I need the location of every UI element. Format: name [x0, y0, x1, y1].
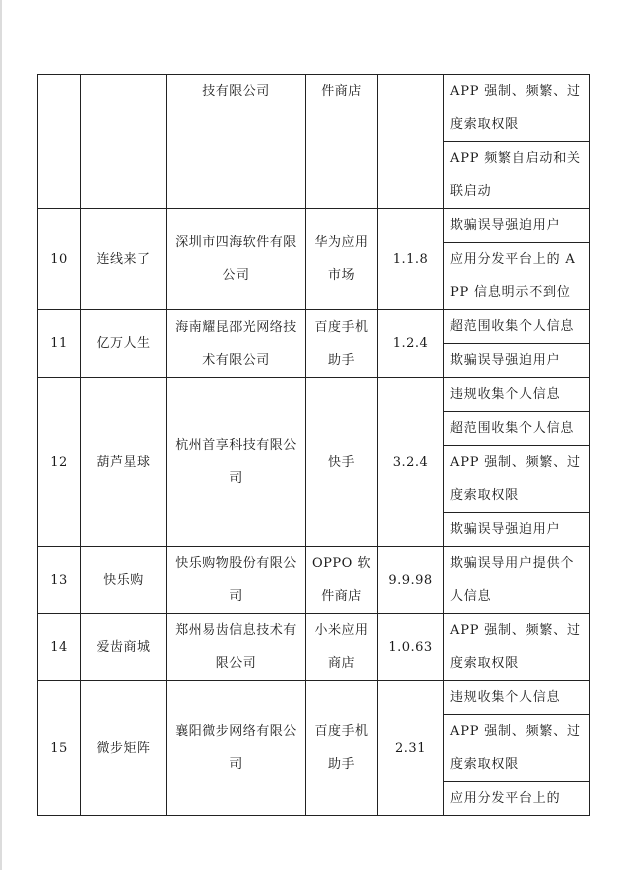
- app-version: 1.1.8: [378, 209, 444, 310]
- row-number: 15: [38, 681, 81, 816]
- row-number: [38, 75, 81, 209]
- app-name: [81, 75, 167, 209]
- app-name: 微步矩阵: [81, 681, 167, 816]
- company-name: 快乐购物股份有限公司: [167, 547, 306, 614]
- table-row: [38, 209, 590, 243]
- issue-item: 违规收集个人信息: [444, 378, 590, 412]
- company-name: 深圳市四海软件有限公司: [167, 209, 306, 310]
- issue-item: APP 频繁自启动和关联启动: [444, 142, 590, 209]
- app-name: 葫芦星球: [81, 378, 167, 547]
- company-name: 杭州首享科技有限公司: [167, 378, 306, 547]
- table-row: [38, 614, 590, 681]
- app-name: 连线来了: [81, 209, 167, 310]
- issue-item: 欺骗误导强迫用户: [444, 209, 590, 243]
- issue-item: 违规收集个人信息: [444, 681, 590, 715]
- issue-item: APP 强制、频繁、过度索取权限: [444, 715, 590, 782]
- issue-item: APP 强制、频繁、过度索取权限: [444, 614, 590, 681]
- app-violation-table: [37, 74, 590, 816]
- issue-item: 应用分发平台上的: [444, 782, 590, 816]
- app-store: 华为应用市场: [306, 209, 378, 310]
- app-version: 2.31: [378, 681, 444, 816]
- app-store: 百度手机助手: [306, 310, 378, 378]
- table-row: [38, 681, 590, 715]
- row-number: 10: [38, 209, 81, 310]
- issue-item: APP 强制、频繁、过度索取权限: [444, 446, 590, 513]
- page-edge: [0, 0, 2, 870]
- issue-item: 超范围收集个人信息: [444, 310, 590, 344]
- app-name: 快乐购: [81, 547, 167, 614]
- app-name: 亿万人生: [81, 310, 167, 378]
- company-name: 海南耀昆邵光网络技术有限公司: [167, 310, 306, 378]
- table-row: [38, 547, 590, 614]
- company-name: 技有限公司: [167, 75, 306, 209]
- app-store: 百度手机助手: [306, 681, 378, 816]
- app-version: 3.2.4: [378, 378, 444, 547]
- app-name: 爱齿商城: [81, 614, 167, 681]
- table-row: [38, 75, 590, 142]
- row-number: 13: [38, 547, 81, 614]
- app-version: 9.9.98: [378, 547, 444, 614]
- row-number: 12: [38, 378, 81, 547]
- issue-item: 应用分发平台上的 APP 信息明示不到位: [444, 243, 590, 310]
- issue-item: 欺骗误导强迫用户: [444, 344, 590, 378]
- issue-item: 超范围收集个人信息: [444, 412, 590, 446]
- issue-item: APP 强制、频繁、过度索取权限: [444, 75, 590, 142]
- table-row: [38, 378, 590, 412]
- company-name: 郑州易齿信息技术有限公司: [167, 614, 306, 681]
- app-store: OPPO 软件商店: [306, 547, 378, 614]
- issue-item: 欺骗误导用户提供个人信息: [444, 547, 590, 614]
- row-number: 14: [38, 614, 81, 681]
- app-store: 快手: [306, 378, 378, 547]
- app-store: 小米应用商店: [306, 614, 378, 681]
- app-version: [378, 75, 444, 209]
- app-version: 1.0.63: [378, 614, 444, 681]
- app-version: 1.2.4: [378, 310, 444, 378]
- app-store: 件商店: [306, 75, 378, 209]
- company-name: 襄阳微步网络有限公司: [167, 681, 306, 816]
- issue-item: 欺骗误导强迫用户: [444, 513, 590, 547]
- table-row: [38, 310, 590, 344]
- row-number: 11: [38, 310, 81, 378]
